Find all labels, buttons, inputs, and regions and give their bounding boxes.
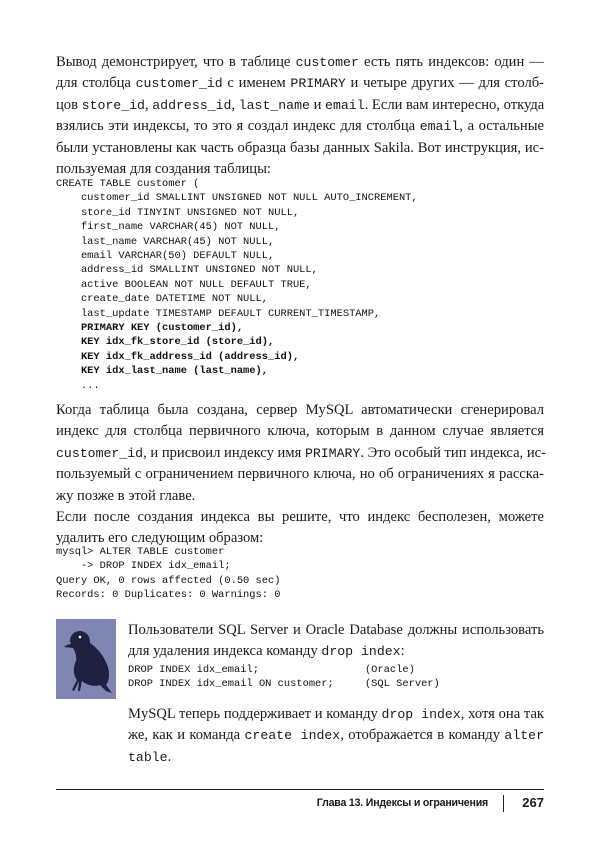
- text-segment: :: [400, 643, 405, 660]
- code-create-table: [56, 177, 418, 393]
- code-line: first_name VARCHAR(45) NOT NULL,: [56, 221, 281, 234]
- code-line: KEY idx_last_name (last_name),: [56, 365, 269, 378]
- text-segment: MySQL теперь поддерживает и команду: [128, 706, 382, 722]
- inline-code: last_name: [238, 97, 310, 113]
- text-segment: , отображается в команду: [340, 727, 505, 744]
- text-line: [56, 95, 544, 116]
- chapter-title: Глава 13. Индексы и ограничения: [316, 797, 488, 809]
- code-line: last_name VARCHAR(45) NOT NULL,: [56, 235, 275, 248]
- code-line: address_id SMALLINT UNSIGNED NOT NULL,: [56, 264, 318, 277]
- page-footer: [56, 795, 544, 815]
- inline-code: drop index: [321, 644, 401, 660]
- footer-separator: [503, 795, 504, 812]
- code-line: last_update TIMESTAMP DEFAULT CURRENT_TIMESTAMP,: [56, 307, 381, 320]
- text-segment: удалить его следующим образом:: [56, 530, 264, 547]
- text-line: [56, 116, 544, 137]
- text-line: [128, 641, 544, 662]
- text-segment: , хотя она так: [460, 706, 545, 722]
- code-line: DROP INDEX idx_email ON customer; (SQL Server): [128, 678, 440, 691]
- inline-code: store_id: [81, 97, 145, 113]
- paragraph-indexes-intro: [56, 52, 544, 180]
- code-line: PRIMARY KEY (customer_id),: [56, 322, 244, 335]
- text-segment: . Это особый тип индекса, ис-: [360, 444, 547, 461]
- code-line: KEY idx_fk_store_id (store_id),: [56, 336, 275, 349]
- code-note-drop: [128, 663, 440, 692]
- text-segment: были установлены как часть образца базы данных Sakila. Вот инструкция, ис-: [56, 139, 544, 156]
- inline-code: drop index: [381, 707, 461, 722]
- crow-eye: [79, 636, 82, 639]
- inline-code: email: [419, 119, 460, 135]
- text-segment: ,: [231, 96, 239, 113]
- code-line: ...: [56, 379, 100, 392]
- text-segment: с именем: [222, 75, 291, 92]
- code-line: DROP INDEX idx_email; (Oracle): [128, 664, 415, 676]
- text-segment: Пользователи SQL Server и Oracle Database должны использовать: [128, 622, 544, 638]
- text-segment: и: [309, 96, 326, 113]
- code-line: store_id TINYINT UNSIGNED NOT NULL,: [56, 206, 300, 219]
- page-number: 267: [522, 795, 544, 810]
- code-line: mysql> ALTER TABLE customer: [56, 546, 225, 558]
- text-segment: Если после создания индекса вы решите, что индекс бесполезен, можете: [56, 509, 544, 525]
- note-sql-server-oracle: [128, 620, 544, 663]
- code-alter-table: [56, 545, 280, 603]
- code-line: Records: 0 Duplicates: 0 Warnings: 0: [56, 589, 281, 602]
- text-segment: есть пять индексов: один —: [358, 54, 545, 70]
- text-segment: Вывод демонстрирует, что в таблице: [56, 54, 296, 70]
- inline-code: email: [325, 97, 365, 113]
- code-line: active BOOLEAN NOT NULL DEFAULT TRUE,: [56, 278, 312, 291]
- code-line: CREATE TABLE customer (: [56, 178, 200, 190]
- footer-rule: [56, 789, 544, 790]
- text-line: [56, 138, 544, 159]
- text-segment: пользуемая для создания таблицы:: [56, 160, 271, 177]
- text-segment: . Если вам интересно, откуда: [364, 96, 545, 113]
- inline-code: customer_id: [56, 445, 144, 461]
- text-line: [56, 507, 544, 528]
- text-segment: пользуемый с ограничением первичного ключа, но об ограничениях я расска-: [56, 466, 544, 483]
- inline-code: PRIMARY: [304, 445, 361, 461]
- text-line: [56, 486, 544, 507]
- inline-code: PRIMARY: [290, 76, 346, 92]
- inline-code: customer: [295, 55, 359, 70]
- code-line: customer_id SMALLINT UNSIGNED NOT NULL AUTO_INCREMENT,: [56, 192, 418, 205]
- text-segment: ,: [144, 96, 153, 113]
- text-line: [128, 620, 544, 641]
- paragraph-primary-index: [56, 400, 547, 507]
- text-segment: взялись эти индексы, то это я создал индекс для столбца: [56, 118, 420, 135]
- text-line: [128, 704, 544, 725]
- paragraph-drop-index: [56, 507, 544, 550]
- text-segment: для столбца: [56, 75, 136, 92]
- text-segment: цов: [56, 96, 82, 113]
- inline-code: alter: [504, 728, 544, 744]
- text-segment: индекс для столбца первичного ключа, которым в данном случае является: [56, 423, 544, 440]
- text-segment: Когда таблица была создана, сервер MySQL автоматически сгенерировал: [56, 402, 544, 418]
- code-line: create_date DATETIME NOT NULL,: [56, 293, 269, 306]
- text-segment: , а остальные: [459, 118, 544, 135]
- text-line: [56, 73, 544, 94]
- inline-code: create index: [244, 728, 341, 744]
- text-segment: же, как и команда: [128, 727, 245, 744]
- text-segment: .: [167, 748, 172, 765]
- text-line: [56, 421, 544, 442]
- text-segment: , и присвоил индексу имя: [143, 444, 305, 461]
- text-segment: и четыре других — для столб-: [345, 75, 545, 92]
- code-line: -> DROP INDEX idx_email;: [56, 560, 231, 573]
- code-line: Query OK, 0 rows affected (0.50 sec): [56, 574, 281, 587]
- text-segment: жу позже в этой главе.: [56, 487, 196, 504]
- inline-code: table: [128, 749, 168, 765]
- text-line: [56, 464, 544, 485]
- text-line: [56, 400, 544, 421]
- crow-note-icon: [56, 619, 116, 699]
- code-line: KEY idx_fk_address_id (address_id),: [56, 350, 300, 363]
- inline-code: address_id: [152, 97, 232, 113]
- note-mysql-drop-index: [128, 704, 544, 768]
- text-line: [56, 52, 544, 73]
- text-segment: для удаления индекса команду: [128, 643, 322, 660]
- text-line: [128, 725, 544, 746]
- inline-code: customer_id: [135, 76, 223, 92]
- text-line: [128, 747, 544, 768]
- code-line: email VARCHAR(50) DEFAULT NULL,: [56, 250, 275, 263]
- text-line: [56, 443, 547, 464]
